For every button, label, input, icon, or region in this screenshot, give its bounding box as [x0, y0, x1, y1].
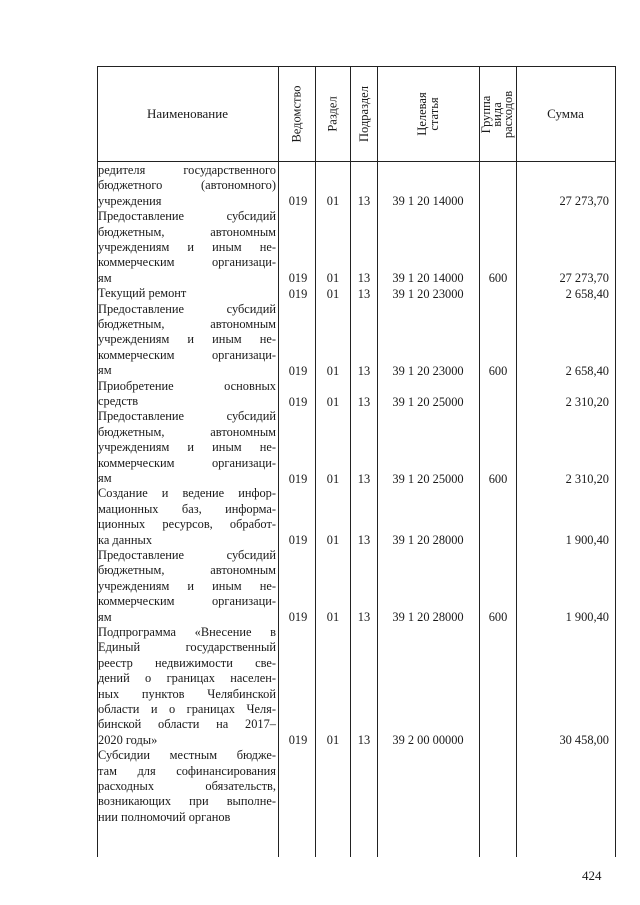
- row-name-line: Предоставление субсидий: [98, 548, 276, 562]
- row-name-line: бинской области на 2017–: [98, 717, 276, 732]
- row-celevaya: 39 1 20 14000: [392, 271, 464, 286]
- header-celevaya: Целевая статья: [415, 92, 441, 136]
- row-name-line: учреждениям и иным не-: [98, 578, 276, 593]
- row-razdel: 01: [326, 533, 340, 548]
- row-celevaya: 39 1 20 14000: [392, 194, 464, 209]
- row-podrazdel: 13: [357, 194, 371, 209]
- row-celevaya: 39 1 20 23000: [392, 286, 464, 301]
- row-name-line: учреждениям и иным не-: [98, 332, 276, 347]
- row-name-line: бюджетным, автономным: [98, 224, 276, 239]
- row-podrazdel: 13: [357, 363, 371, 378]
- row-celevaya: 39 1 20 28000: [392, 533, 464, 548]
- header-divider: [97, 161, 616, 162]
- row-razdel: 01: [326, 610, 340, 625]
- row-vedomstvo: 019: [288, 271, 308, 286]
- row-podrazdel: 13: [357, 286, 371, 301]
- row-razdel: 01: [326, 394, 340, 409]
- row-name: [98, 302, 276, 379]
- row-celevaya: 39 1 20 28000: [392, 610, 464, 625]
- budget-table: [97, 66, 616, 857]
- header-podrazdel: Подраздел: [356, 86, 371, 142]
- row-name-line: коммерческим организаци-: [98, 594, 276, 609]
- row-name-line: ям: [98, 363, 112, 378]
- page-number: 424: [582, 868, 602, 883]
- row-name-line: коммерческим организаци-: [98, 455, 276, 470]
- row-vedomstvo: 019: [288, 363, 308, 378]
- row-name: [98, 409, 276, 486]
- row-name-line: ка данных: [98, 532, 153, 547]
- row-name-line: коммерческим организаци-: [98, 347, 276, 362]
- row-name-line: Подпрограмма «Внесение в: [98, 625, 276, 639]
- row-summa: 2 310,20: [565, 394, 609, 409]
- row-summa: 2 310,20: [565, 471, 609, 486]
- row-name-line: области и о границах Челя-: [98, 702, 276, 717]
- row-name-line: ям: [98, 270, 112, 285]
- row-name-line: средств: [98, 394, 139, 408]
- row-name-line: нии полномочий органов: [98, 809, 231, 824]
- row-summa: 1 900,40: [565, 610, 609, 625]
- column-divider: [479, 67, 480, 857]
- row-celevaya: 39 2 00 00000: [392, 733, 464, 748]
- row-name-line: коммерческим организаци-: [98, 255, 276, 270]
- row-celevaya: 39 1 20 23000: [392, 363, 464, 378]
- row-name-line: бюджетного (автономного): [98, 178, 276, 193]
- row-gruppa: 600: [488, 471, 508, 486]
- row-podrazdel: 13: [357, 610, 371, 625]
- row-vedomstvo: 019: [288, 610, 308, 625]
- row-name: [98, 625, 276, 748]
- row-summa: 2 658,40: [565, 286, 609, 301]
- row-summa: 1 900,40: [565, 533, 609, 548]
- row-name-line: дений о границах населен-: [98, 671, 276, 686]
- header-vedomstvo: Ведомство: [289, 85, 304, 143]
- row-name-line: Единый государственный: [98, 640, 276, 655]
- row-name-line: учреждениям и иным не-: [98, 240, 276, 254]
- row-razdel: 01: [326, 471, 340, 486]
- row-podrazdel: 13: [357, 471, 371, 486]
- row-name-line: учреждениям и иным не-: [98, 440, 276, 455]
- row-gruppa: 600: [488, 271, 508, 286]
- row-vedomstvo: 019: [288, 733, 308, 748]
- row-podrazdel: 13: [357, 733, 371, 748]
- row-name-line: ных пунктов Челябинской: [98, 686, 276, 701]
- column-divider: [278, 67, 279, 857]
- row-vedomstvo: 019: [288, 471, 308, 486]
- row-name-line: Предоставление субсидий: [98, 409, 276, 424]
- row-vedomstvo: 019: [288, 394, 308, 409]
- row-name-line: ям: [98, 471, 112, 486]
- row-name-line: реестр недвижимости све-: [98, 655, 276, 670]
- row-name-line: там для софинансирования: [98, 763, 276, 778]
- row-name-line: возникающих при выполне-: [98, 794, 276, 809]
- row-name-line: Создание и ведение инфор-: [98, 486, 276, 501]
- row-summa: 27 273,70: [559, 194, 609, 209]
- row-celevaya: 39 1 20 25000: [392, 394, 464, 409]
- row-podrazdel: 13: [357, 533, 371, 548]
- row-vedomstvo: 019: [288, 533, 308, 548]
- row-name-line: расходных обязательств,: [98, 779, 276, 793]
- row-razdel: 01: [326, 194, 340, 209]
- row-podrazdel: 13: [357, 394, 371, 409]
- row-razdel: 01: [326, 363, 340, 378]
- header-name: Наименование: [147, 106, 228, 121]
- row-name: [98, 286, 276, 301]
- row-name-line: 2020 годы»: [98, 732, 158, 747]
- row-name: [98, 548, 276, 625]
- row-name: [98, 379, 276, 410]
- row-name-line: редителя государственного: [98, 163, 276, 177]
- row-summa: 30 458,00: [559, 733, 609, 748]
- row-name-line: бюджетным, автономным: [98, 424, 276, 439]
- row-name-line: бюджетным, автономным: [98, 563, 276, 578]
- row-name-line: бюджетным, автономным: [98, 317, 276, 331]
- row-name-line: учреждения: [98, 193, 162, 208]
- row-summa: 2 658,40: [565, 363, 609, 378]
- row-vedomstvo: 019: [288, 194, 308, 209]
- row-name-line: ям: [98, 609, 112, 624]
- row-name-line: Предоставление субсидий: [98, 301, 276, 316]
- row-name: [98, 486, 276, 548]
- header-gruppa: Группа вида расходов: [479, 90, 516, 138]
- row-summa: 27 273,70: [559, 271, 609, 286]
- row-name: [98, 163, 276, 209]
- row-name-line: Приобретение основных: [98, 378, 276, 393]
- header-razdel: Раздел: [325, 96, 340, 132]
- row-name-line: Предоставление субсидий: [98, 209, 276, 224]
- row-razdel: 01: [326, 271, 340, 286]
- header-summa: Сумма: [547, 106, 584, 121]
- row-razdel: 01: [326, 286, 340, 301]
- row-celevaya: 39 1 20 25000: [392, 471, 464, 486]
- row-name-line: Субсидии местным бюдже-: [98, 748, 276, 763]
- table-border-right: [615, 67, 616, 857]
- row-name: [98, 748, 276, 825]
- row-gruppa: 600: [488, 363, 508, 378]
- row-vedomstvo: 019: [288, 286, 308, 301]
- row-name-line: ционных ресурсов, обработ-: [98, 517, 276, 532]
- row-razdel: 01: [326, 733, 340, 748]
- row-name-line: мационных баз, информа-: [98, 501, 276, 516]
- row-name-line: Текущий ремонт: [98, 286, 187, 301]
- row-podrazdel: 13: [357, 271, 371, 286]
- row-gruppa: 600: [488, 610, 508, 625]
- row-name: [98, 209, 276, 286]
